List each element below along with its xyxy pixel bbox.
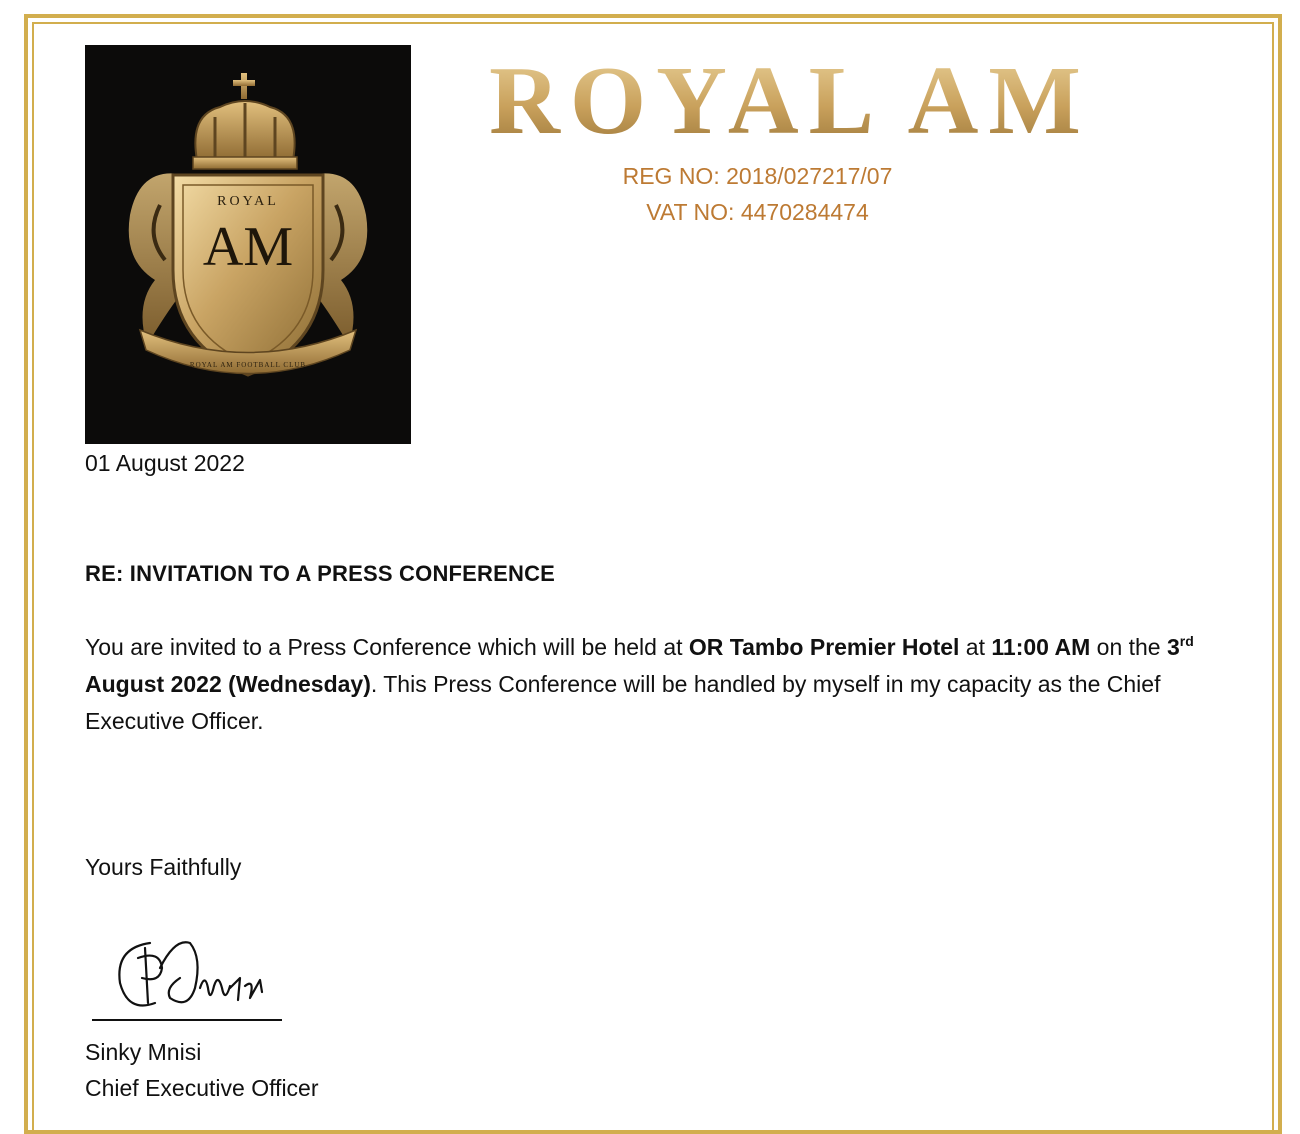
body-venue: OR Tambo Premier Hotel: [688, 634, 960, 660]
body-date-rest: August 2022 (Wednesday): [85, 671, 371, 697]
body-time: 11:00 AM: [991, 634, 1091, 660]
signer-name: Sinky Mnisi: [85, 1039, 202, 1065]
crest-monogram: AM: [202, 216, 294, 278]
vat-number: VAT NO: 4470284474: [646, 199, 869, 225]
brand-wordmark: [480, 40, 1100, 150]
signer-title: Chief Executive Officer: [85, 1075, 319, 1101]
crest-ribbon-text: ROYAL AM FOOTBALL CLUB: [189, 361, 307, 369]
crest-logo: [85, 45, 411, 444]
letter-subject: RE: INVITATION TO A PRESS CONFERENCE: [85, 561, 556, 586]
reg-number: REG NO: 2018/027217/07: [622, 163, 893, 189]
handwritten-signature: [90, 928, 290, 1028]
body-day: 3: [1167, 634, 1180, 660]
letter-date: 01 August 2022: [85, 450, 245, 476]
body-day-suffix: rd: [1179, 633, 1194, 649]
body-text-3: on the: [1090, 634, 1167, 660]
brand-name: ROYAL AM: [489, 47, 1091, 150]
body-text-1: You are invited to a Press Conference which will be held at: [85, 634, 689, 660]
letter-closing: Yours Faithfully: [85, 854, 242, 880]
crest-text-royal: ROYAL: [217, 194, 279, 209]
body-text-4: . This Press Conference will be handled by myself in my capacity as the Chief Executive Officer.: [85, 671, 1161, 734]
registration-info: [560, 158, 955, 230]
letter-body: [85, 629, 1235, 740]
body-text-2: at: [959, 634, 992, 660]
